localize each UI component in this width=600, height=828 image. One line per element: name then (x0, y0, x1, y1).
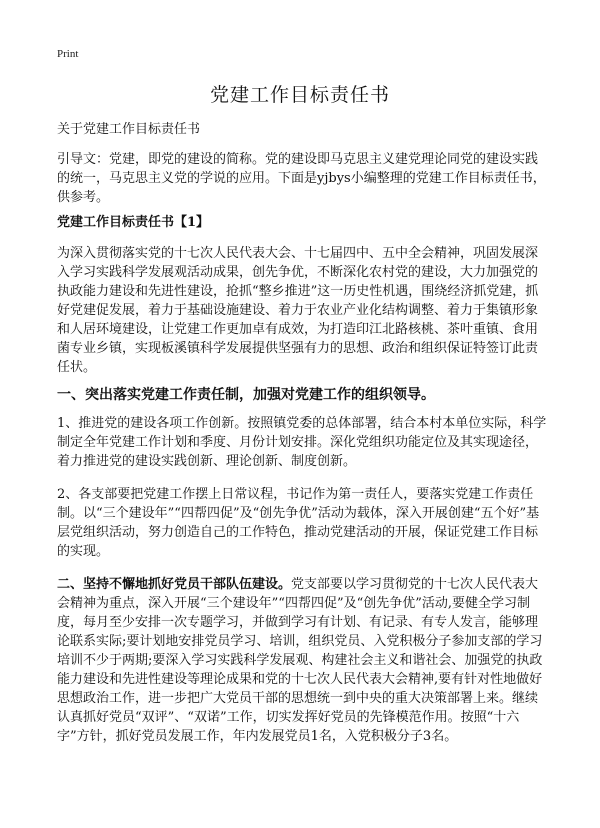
heading-2: 二、坚持不懈地抓好党员干部队伍建设。 (57, 577, 292, 592)
section-title: 党建工作目标责任书【1】 (57, 215, 210, 230)
paragraph-4-body: 党支部要以学习贯彻党的十七次人民代表大会精神为重点，深入开展“三个建设年”“四帮四促”及“创先争优”活动,要健全学习制度，每月至少安排一次专题学习，并做到学习有计划、有记录、有专人发言，能够理论联系实际;要计划地安排党员学习、培训，组织党员、入党积极分子参加支部的学习培训不少于两期;要深入学习实践科学发展观、构建社会主义和谐社会、加强党的执政能力建设和先进性建设等理论成果和党的十七次人民代表大会精神,要有针对性地做好思想政治工作，进一步把广大党员干部的思想统一到中央的重大决策部署上来。继续认真抓好党员“双评”、“双诺”工作，切实发挥好党员的先锋模范作用。按照“十六字”方针，抓好党员发展工作，年内发展党员1名，入党积极分子3名。 (57, 577, 543, 744)
paragraph-4 (57, 575, 549, 746)
heading-1: 一、突出落实党建工作责任制，加强对党建工作的组织领导。 (57, 387, 435, 403)
paragraph-3: 2、各支部要把党建工作摆上日常议程，书记作为第一责任人，要落实党建工作责任制。以“三个建设年”“四帮四促”及“创先争优”活动为载体，深入开展创建“五个好”基层党组织活动，努力创造自己的工作特色，推动党建活动的开展，保证党建工作目标的实现。 (57, 487, 540, 559)
document-subtitle: 关于党建工作目标责任书 (57, 122, 201, 137)
document-title: 党建工作目标责任书 (209, 84, 390, 106)
paragraph-2: 1、推进党的建设各项工作创新。按照镇党委的总体部署，结合本村本单位实际，科学制定全年党建工作计划和季度、月份计划安排。深化党组织功能定位及其实现途径，着力推进党的建设实践创新、理论创新、制度创新。 (57, 416, 547, 469)
intro-paragraph: 引导文：党建，即党的建设的简称。党的建设即马克思主义建党理论同党的建设实践的统一，马克思主义党的学说的应用。下面是yjbys小编整理的党建工作目标责任书，供参考。 (57, 152, 546, 205)
paragraph-1: 为深入贯彻落实党的十七次人民代表大会、十七届四中、五中全会精神，巩固发展深入学习实践科学发展观活动成果，创先争优，不断深化农村党的建设，大力加强党的执政能力建设和先进性建设，抢抓“整乡推进”这一历史性机遇，围绕经济抓党建，抓好党建促发展，着力于基础设施建设、着力于农业产业化结构调整、着力于集镇形象和人居环境建设，让党建工作更加卓有成效，为打造印江北路核桃、茶叶重镇、食用菌专业乡镇，实现板溪镇科学发展提供坚强有力的思想、政治和组织保证特签订此责任状。 (57, 246, 539, 375)
print-link[interactable]: Print (57, 48, 79, 60)
